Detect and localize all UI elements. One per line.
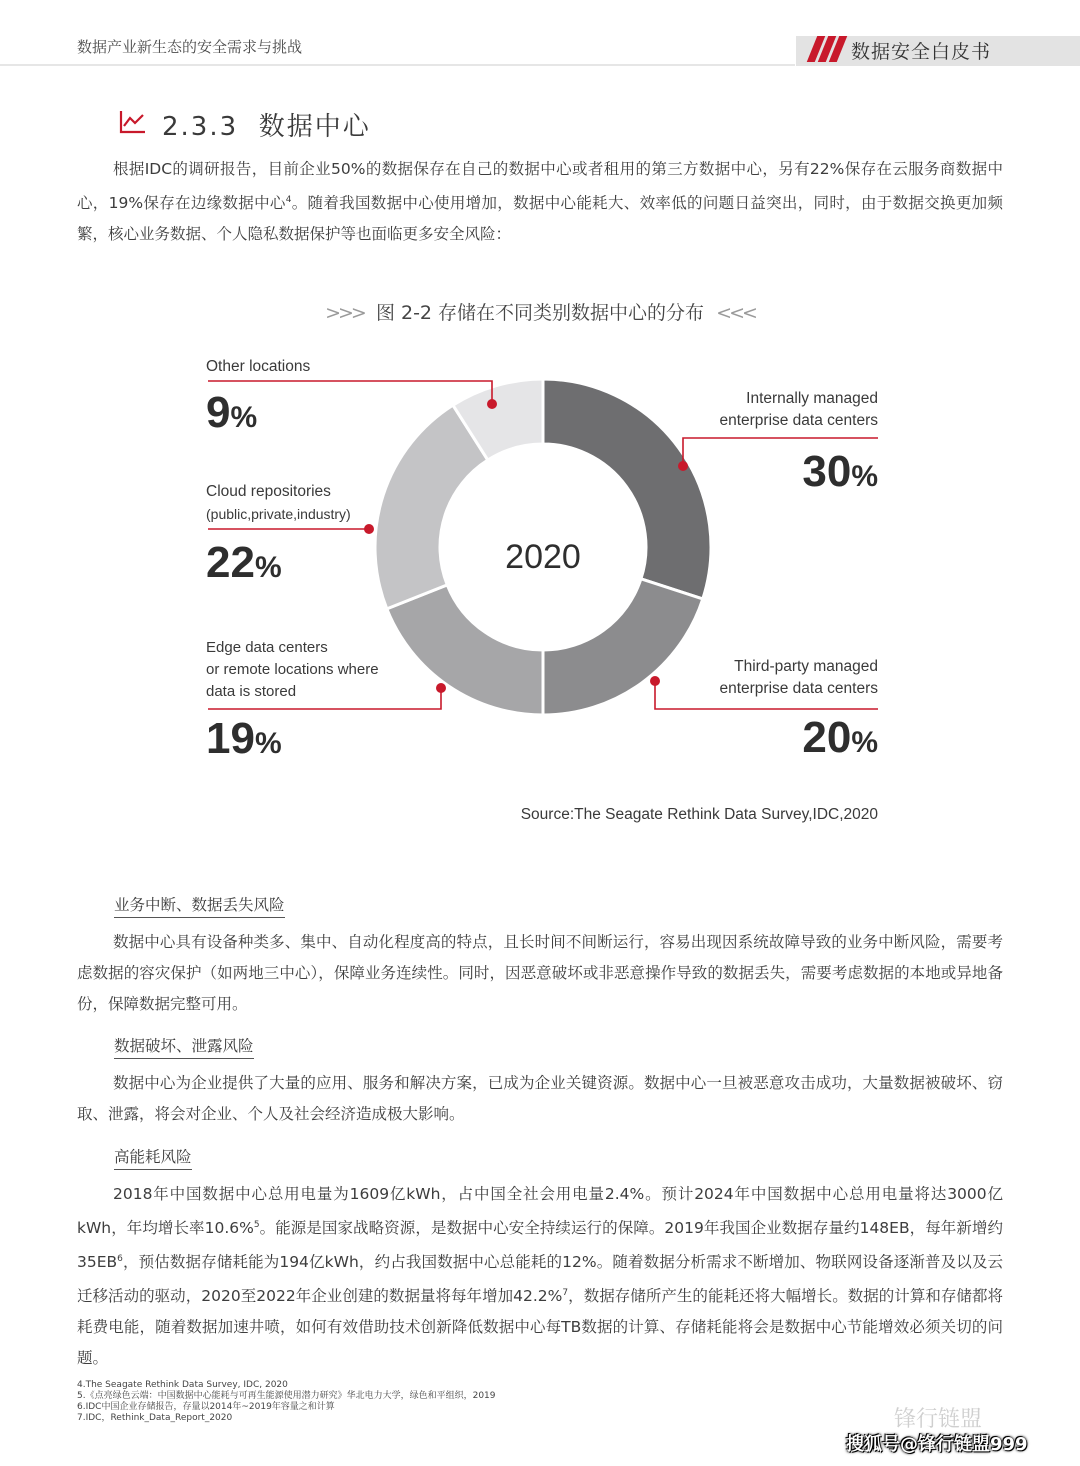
watermark-logo-text: 锋行链盟 [894, 1407, 983, 1432]
energy-text-part: ，数据存储所产生的能耗还将大幅增长。数据的计算和存储都将耗费电能，随着数据加速井喷，如何有效借助技术创新降低数据中心每TB数据的计算、存储耗能将会是数据中心节能增效必须关切的问题。 [77, 1287, 1003, 1368]
slice-label-internally-managed [620, 388, 878, 432]
slice-label-line: Edge data centers [206, 639, 328, 656]
intro-text-a: 根据IDC的调研报告，目前企业50%的数据保存在自己的数据中心或者租用的第三方数据中心，另有22%保存在云服务商数据中心，19%保存在边缘数据中心 [77, 160, 1003, 213]
slice-value: 30 [802, 447, 852, 496]
footnote-ref: 6 [117, 1254, 123, 1265]
footnote-ref: 4 [285, 195, 292, 205]
slice-value-internally-managed [700, 447, 878, 497]
footnotes [77, 1380, 496, 1424]
slice-label-third-party [620, 656, 878, 700]
leader-other-dot [487, 399, 497, 409]
slice-label-line: data is stored [206, 683, 297, 700]
slice-value: 19 [206, 714, 255, 763]
leader-edge-dot [436, 683, 446, 693]
slice-label-line: Internally managed [746, 390, 878, 407]
slice-label-line: Cloud repositories [206, 483, 331, 500]
intro-text-b: 。随着我国数据中心使用增加，数据中心能耗大、效率低的问题日益突出，同时，由于数据交换更加频繁，核心业务数据、个人隐私数据保护等也面临更多安全风险： [77, 194, 1003, 244]
risk-heading-energy: 高能耗风险 [114, 1145, 192, 1170]
leader-internally-managed-dot [678, 461, 688, 471]
figure-title-text: 图 2-2 存储在不同类别数据中心的分布 [375, 302, 705, 324]
donut-center-label: 2020 [505, 538, 581, 576]
energy-text-part: 。能源是国家战略资源，是数据中心安全持续运行的保障。2019年我国企业数据存量约148EB，每年新增约35EB [77, 1219, 1003, 1272]
slice-label-other [206, 356, 310, 378]
footnote: 7.IDC，Rethink_Data_Report_2020 [77, 1413, 233, 1423]
risk-heading-business: 业务中断、数据丢失风险 [114, 893, 285, 918]
watermark-account: 搜狐号@锋行链盟999 [846, 1434, 1028, 1455]
slice-value: 22 [206, 538, 255, 587]
slice-label-line: (public,private,industry) [206, 506, 351, 522]
leader-cloud-dot [364, 524, 374, 534]
slice-label-line: or remote locations where [206, 661, 379, 678]
percent-sign: % [254, 727, 282, 760]
footnote: 4.The Seagate Rethink Data Survey, IDC, 2020 [77, 1380, 288, 1390]
figure-source: Source:The Seagate Rethink Data Survey,IDC,2020 [520, 806, 878, 823]
figure-title-left-arrows: >>> [325, 302, 364, 324]
footnote-ref: 7 [562, 1288, 569, 1299]
section-name: 数据中心 [258, 112, 371, 142]
risk-text-business: 数据中心具有设备种类多、集中、自动化程度高的特点，且长时间不间断运行，容易出现因系统故障导致的业务中断风险，需要考虑数据的容灾保护（如两地三中心），保障业务连续性。同时，因恶意破坏或非恶意操作导致的数据丢失，需要考虑数据的本地或异地备份，保障数据完整可用。 [77, 933, 1003, 1013]
percent-sign: % [230, 401, 258, 434]
footnote: 6.IDC中国企业存储报告，存量以2014年~2019年容量之和计算 [77, 1402, 335, 1412]
percent-sign: % [851, 726, 878, 759]
footnote-ref: 5 [253, 1220, 260, 1230]
slice-value: 20 [802, 713, 852, 762]
figure-title-right-arrows: <<< [716, 302, 755, 324]
slice-label-line: enterprise data centers [719, 680, 878, 697]
percent-sign: % [254, 551, 282, 584]
energy-text-part: ，预估数据存储耗能为194亿kWh，约占我国数据中心总能耗的12%。随着数据分析需求不断增加、物联网设备逐渐普及以及云迁移活动的驱动，2020至2022年企业创建的数据量将每年增加42.2% [77, 1253, 1003, 1306]
slice-value: 9 [206, 388, 231, 437]
slice-value-other [206, 388, 257, 438]
header-left-title: 数据产业新生态的安全需求与挑战 [77, 38, 303, 56]
slice-label-cloud [206, 481, 351, 525]
risk-heading-leak: 数据破坏、泄露风险 [114, 1034, 254, 1059]
risk-text-leak: 数据中心为企业提供了大量的应用、服务和解决方案，已成为企业关键资源。数据中心一旦被恶意攻击成功，大量数据被破坏、窃取、泄露，将会对企业、个人及社会经济造成极大影响。 [77, 1074, 1003, 1123]
slice-value-third-party [700, 713, 878, 763]
risk-text-energy [77, 1179, 1003, 1374]
header-right-title: 数据安全白皮书 [851, 41, 992, 63]
section-number: 2.3.3 [162, 112, 239, 142]
percent-sign: % [851, 460, 878, 493]
slice-label-line: enterprise data centers [719, 412, 878, 429]
slice-label-line: Third-party managed [734, 658, 878, 675]
slice-label-line: Other locations [206, 358, 311, 375]
slice-value-edge [206, 714, 282, 764]
slice-value-cloud [206, 538, 282, 588]
energy-text-part: 2018年中国数据中心总用电量为1609亿kWh，占中国全社会用电量2.4%。预计2024年中国数据中心总用电量将达3000亿kWh，年均增长率10.6% [77, 1185, 1003, 1238]
footnote: 5.《点亮绿色云端：中国数据中心能耗与可再生能源使用潜力研究》华北电力大学，绿色和平组织，2019 [77, 1391, 496, 1401]
slice-label-edge [206, 637, 379, 703]
donut-slice-edge [387, 585, 543, 715]
